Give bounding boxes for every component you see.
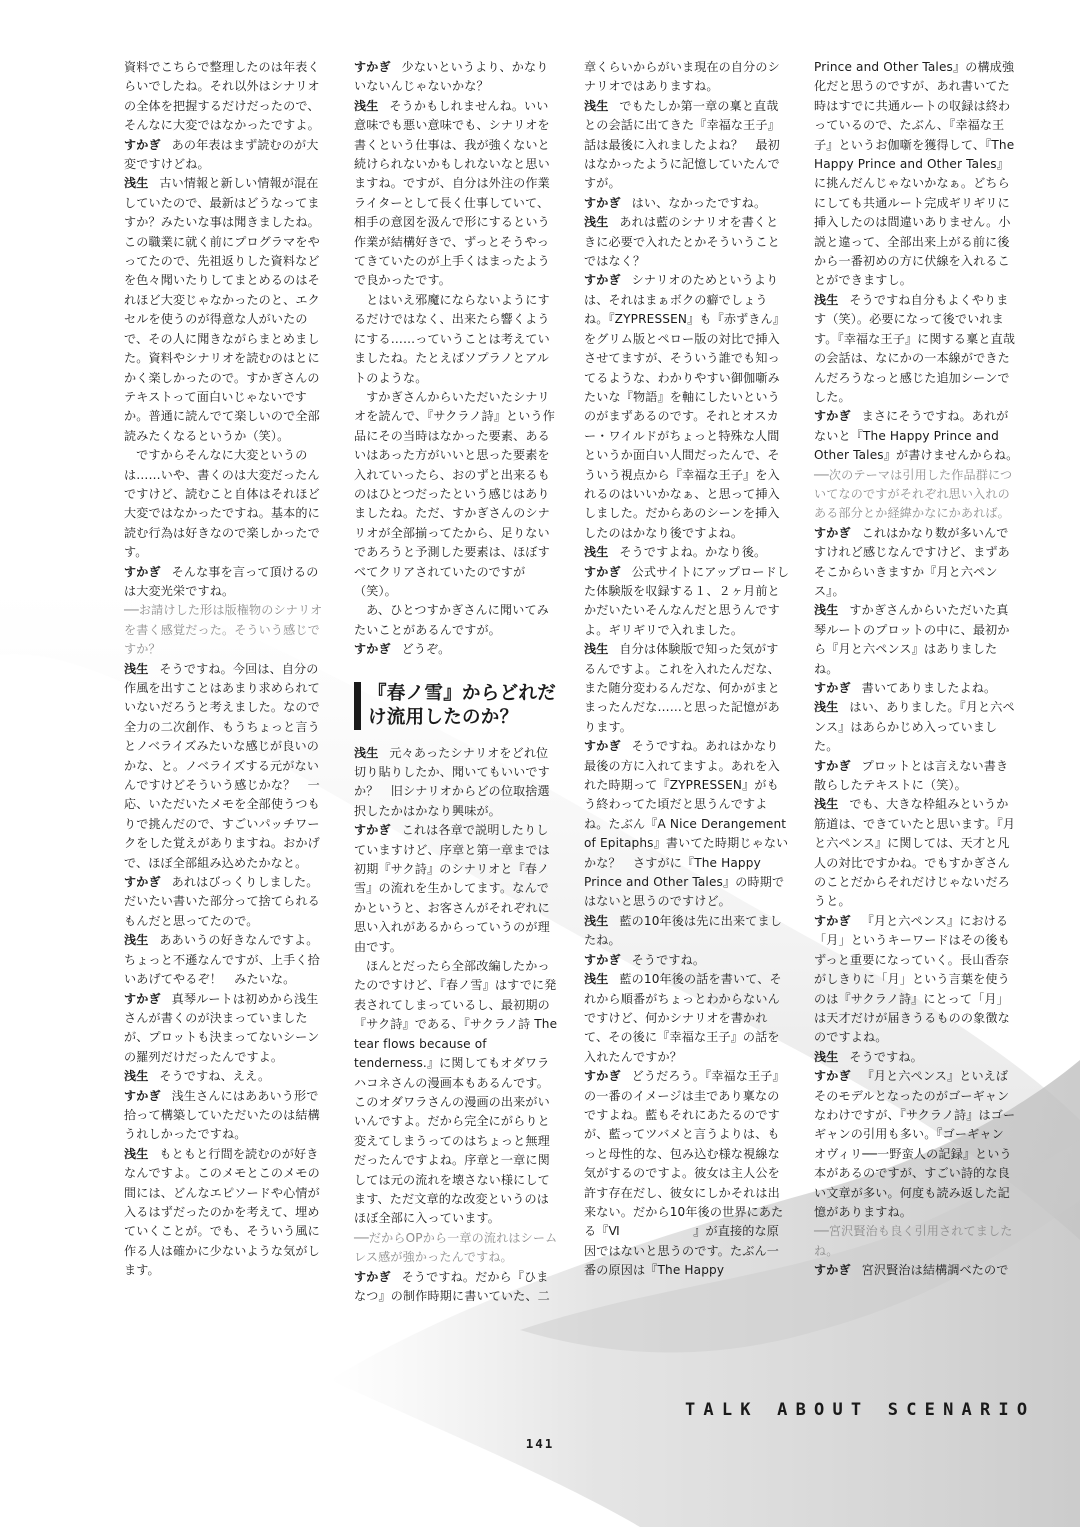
dialogue-line xyxy=(584,543,790,562)
dialogue-line xyxy=(584,97,790,194)
dialogue-text: そうですね。 xyxy=(631,952,706,967)
speaker-name: すかぎ xyxy=(584,273,621,288)
continued-text: 資料でこちらで整理したのは年表くらいでしたね。それ以外はシナリオの全体を把握するだけだったので、そんなに大変ではなかったですよ。 xyxy=(124,60,320,133)
dialogue-text: どうぞ。 xyxy=(401,642,451,657)
continued-text: 章くらいからがいま現在の自分のシナリオではありますね。 xyxy=(584,60,780,94)
dialogue-text: シナリオのためというよりは、それはまぁボクの癖でしょうね。『ZYPRESSEN』も『赤ずきん』をグリム版とペロー版の対比で挿入させてますが、そういう誰でも知ってるような、わかりやすい御伽噺みたいな『物語』を軸にしたいというのがまずあるのです。それとオスカー・ワイルドがちょっと特殊な人間というか面白い人間だったんで、そういう視点から『幸福な王子』を入れるのはいいかなぁ、と思って挿入しました。だからあのシーンを挿入したのはかなり後ですよね。 xyxy=(584,273,786,540)
speaker-name: 浅生 xyxy=(584,215,609,230)
dialogue-text: 公式サイトにアップロードした体験版を収録する１、２ヶ月前とかだいたいそんなんだと思うんですよ。ギリギリで入れました。 xyxy=(584,564,790,637)
dialogue-line xyxy=(584,737,790,912)
dialogue-text: そうですね。今回は、自分の作風を出すことはあまり求められていないだろうと考えました。なので全力の二次創作、もうちょっと言うとノベライズみたいな感じが良いのかな、と。ノベライズする元がないんですけどそういう感じかな？ 一応、いただいたメモを全部使うつもりで挑んだので、すごいパッチワークをした覚えがありますね。おかげで、ほぼ全部組み込めたかなと。 xyxy=(124,661,320,870)
dialogue-line xyxy=(354,58,560,97)
speaker-name: 浅生 xyxy=(814,1049,839,1064)
interviewer-question: ──だからOPから一章の流れはシームレス感が強かったんですね。 xyxy=(354,1230,558,1265)
dialogue-line xyxy=(814,291,1020,407)
dialogue-text: はい、なかったですね。 xyxy=(631,195,767,210)
dialogue-text: どうだろう。『幸福な王子』の一番のイメージは圭であり稟なのですよね。藍もそれにあたるのですが、藍ってツバメと言うよりは、もっと母性的な、包み込む様な視線な気がするのですよ。彼女は主人公を許す存在だし、彼女にしかそれは出来ない。だから10年後の世界にあたる『Ⅵ 』が直接的な原因ではないと思うのです。たぶん一番の原因は『The Happy xyxy=(584,1069,785,1278)
dialogue-line xyxy=(124,931,330,989)
dialogue-line xyxy=(584,970,790,1067)
dialogue-line xyxy=(814,1048,1020,1067)
speaker-name: すかぎ xyxy=(124,564,161,579)
dialogue-text: そうですね自分もよくやります（笑）。必要になって後でいれます。『幸福な王子』に関する稟と直哉の会話は、なにかの一本線ができたんだろうなっと感じた追加シーンでした。 xyxy=(814,292,1016,404)
page-number: 141 xyxy=(525,1436,555,1451)
dialogue-text: プロットとは言えない書き散らしたテキストに（笑）。 xyxy=(814,758,1009,793)
dialogue-text: 古い情報と新しい情報が混在していたので、最新はどうなってますか？みたいな事は聞きましたね。この職業に就く前にプログラマをやってたので、先祖返りした資料などを色々聞いたりしてまとめるのはそれほど大変じゃなかったのと、エクセルを使うのが得意な人がいたので、その人に聞きながらまとめました。資料やシナリオを読むのはとにかく楽しかったので。すかぎさんのテキストって面白いじゃないですか。普通に読んでて楽しいので全部読みたくなるというか（笑）。 xyxy=(124,176,320,443)
speaker-name: 浅生 xyxy=(814,700,839,715)
dialogue-text: そうですね。だから『ひまなつ』の制作時期に書いていた、二 xyxy=(354,1269,550,1303)
speaker-name: 浅生 xyxy=(354,745,379,760)
speaker-name: 浅生 xyxy=(124,176,149,191)
paragraph: あ、ひとつすかぎさんに聞いてみたいことがあるんですが。 xyxy=(354,603,550,637)
dialogue-text: あれは藍のシナリオを書くときに必要で入れたとかそういうことではなく？ xyxy=(584,215,780,269)
dialogue-text: はい、ありました。『月と六ペンス』はあらかじめ入っていました。 xyxy=(814,700,1015,754)
speaker-name: 浅生 xyxy=(124,1146,149,1161)
dialogue-line xyxy=(124,990,330,1068)
dialogue-line xyxy=(814,757,1020,796)
speaker-name: すかぎ xyxy=(584,195,621,210)
paragraph: ほんとだったら全部改編したかったのですけど、『春ノ雪』はすでに発表されてしまっているし、最初期の『サク詩』である、『サクラノ詩 The tear flows because of tenderness.』に関してもオダワラハコネさんの漫画本もあるんです。このオダワラさんの漫画の出来がいいんですよ。だから完全にがらりと変えてしまうってのはちょっと無理だったんですよね。序章と一章に関しては元の流れを壊さない様にしてます、ただ文章的な改変というのはほぼ全部に入っています。 xyxy=(354,959,562,1226)
speaker-name: 浅生 xyxy=(814,603,839,618)
dialogue-line xyxy=(354,1268,560,1307)
dialogue-line xyxy=(354,640,560,659)
speaker-name: すかぎ xyxy=(354,1269,391,1284)
dialogue-text: 『月と六ペンス』における「月」というキーワードはその後もずっと重要になっていく。長山香奈がしきりに「月」という言葉を使うのは『サクラノ詩』にとって「月」は天才だけが届きうるものの象徴なのですよね。 xyxy=(814,913,1010,1045)
dialogue-text: もともと行間を読むのが好きなんですよ。このメモとこのメモの間には、どんなエピソードや心情が入るはずだったのかを考えて、埋めていくことが。でも、そういう風に作る人は確かに少ないような気がします。 xyxy=(124,1146,320,1278)
footer-title: TALK ABOUT SCENARIO xyxy=(685,1400,1036,1420)
interviewer-question: ──宮沢賢治も良く引用されてましたね。 xyxy=(814,1224,1013,1258)
speaker-name: すかぎ xyxy=(814,409,851,424)
dialogue-line xyxy=(814,795,1020,911)
dialogue-text: 自分は体験版で知った気がするんですよ。これを入れたんだな、また随分変わるんだな、何かがまとまったんだな……と思った記憶があります。 xyxy=(584,642,780,734)
dialogue-line xyxy=(124,1087,330,1145)
dialogue-text: そうですね。あれはかなり最後の方に入れてますよ。あれを入れた時期って『ZYPRESSEN』がもう終わってた頃だと思うんですよね。たぶん『A Nice Derangement of Epitaphs』書いてた時期じゃないかな？ さすがに『The Happy Prince and Other Tales』の時期ではないと思うのですけど。 xyxy=(584,739,791,909)
dialogue-text: でも、大きな枠組みというか筋道は、できていたと思います。『月と六ペンス』に関しては、天才と凡人の対比ですかね。でもすかぎさんのことだからそれだけじゃないだろうと。 xyxy=(814,797,1016,909)
speaker-name: すかぎ xyxy=(584,739,621,754)
dialogue-line xyxy=(814,912,1020,1048)
dialogue-text: 書いてありましたよね。 xyxy=(861,681,997,695)
speaker-name: 浅生 xyxy=(124,1069,149,1084)
speaker-name: 浅生 xyxy=(814,292,839,307)
dialogue-line xyxy=(584,271,790,543)
speaker-name: すかぎ xyxy=(584,952,621,967)
speaker-name: すかぎ xyxy=(814,681,851,695)
dialogue-text: 浅生さんにはああいう形で拾って構築していただいたのは結構うれしかったですね。 xyxy=(124,1088,320,1142)
speaker-name: 浅生 xyxy=(584,98,609,113)
paragraph: とはいえ邪魔にならないようにするだけではなく、出来たら響くようにする……っていうことは考えていましたね。たとえばソプラノとアルトのような。 xyxy=(354,292,550,385)
dialogue-text: 藍の10年後の話を書いて、それから順番がちょっとわからないんですけど、何かシナリオを書かれて、その後に『幸福な王子』の話を入れたんですか？ xyxy=(584,972,782,1064)
dialogue-line xyxy=(584,951,790,970)
dialogue-line xyxy=(354,744,560,822)
dialogue-text: ああいうの好きなんですよ。ちょっと不遜なんですが、上手く拾いあげてやるぞ！ みたいな。 xyxy=(124,933,320,987)
dialogue-text: そうかもしれませんね。いい意味でも悪い意味でも、シナリオを書くという仕事は、我が強くないと続けられないかもしれないなと思いますね。ですが、自分は外注の作業ライターとして長く仕事していて、相手の意図を汲んで形にするという作業が結構好きで、ずっとそうやってきていたのが上手くはまったようで良かったです。 xyxy=(354,98,550,288)
speaker-name: すかぎ xyxy=(354,642,391,657)
interviewer-question: ──次のテーマは引用した作品群についてなのですがそれぞれ思い入れのある部分とか経緯かなにかあれば。 xyxy=(814,467,1013,521)
section-heading: 『春ノ雪』からどれだけ流用したのか？ xyxy=(354,682,560,730)
dialogue-line xyxy=(814,698,1020,756)
dialogue-line xyxy=(354,821,560,957)
speaker-name: 浅生 xyxy=(814,797,839,812)
dialogue-line xyxy=(584,1067,790,1280)
dialogue-text: 藍の10年後は先に出来てましたね。 xyxy=(584,913,782,948)
speaker-name: すかぎ xyxy=(814,913,851,928)
dialogue-line xyxy=(584,640,790,737)
dialogue-line xyxy=(124,1067,330,1086)
speaker-name: 浅生 xyxy=(124,661,149,676)
text-column-2 xyxy=(354,58,560,1306)
dialogue-line xyxy=(814,679,1020,698)
speaker-name: 浅生 xyxy=(584,913,609,928)
speaker-name: すかぎ xyxy=(354,60,391,74)
dialogue-text: 宮沢賢治は結構調べたので xyxy=(861,1263,1009,1278)
dialogue-line xyxy=(814,1067,1020,1222)
speaker-name: 浅生 xyxy=(584,545,609,560)
paragraph: すかぎさんからいただいたシナリオを読んで、『サクラノ詩』という作品にその当時はなかった要素、あるいはあった方がいいと思った要素を入れていったら、おのずと出来るものはひとつだったという感じはありましたね。ただ、すかぎさんのシナリオが全部揃ってたから、足りないであろうと予測した要素は、ほぼすべてクリアされていたのですが（笑）。 xyxy=(354,389,556,598)
dialogue-line xyxy=(124,174,330,446)
speaker-name: 浅生 xyxy=(584,642,609,657)
dialogue-line xyxy=(124,873,330,931)
speaker-name: 浅生 xyxy=(354,98,379,113)
dialogue-line xyxy=(814,524,1020,602)
interviewer-question: ──お請けした形は版権物のシナリオを書く感覚だった。そういう感じですか？ xyxy=(124,603,323,657)
dialogue-line xyxy=(584,563,790,641)
dialogue-text: そうですよね。かなり後。 xyxy=(619,545,767,560)
dialogue-text: そんな事を言って頂けるのは大変光栄ですね。 xyxy=(124,564,319,598)
dialogue-line xyxy=(584,912,790,951)
dialogue-line xyxy=(584,194,790,213)
dialogue-text: 『月と六ペンス』といえばそのモデルとなったのがゴーギャンなわけですが、『サクラノ詩』はゴーギャンの引用も多い。『ゴーギャン オヴィリ──一野蛮人の記録』という本があるのですが、すごい詩的な良い文章が多い。何度も読み返した記憶がありますね。 xyxy=(814,1069,1016,1219)
dialogue-text: そうですね。 xyxy=(849,1049,923,1064)
speaker-name: すかぎ xyxy=(584,1069,621,1084)
speaker-name: すかぎ xyxy=(814,758,851,773)
dialogue-text: そうですね、ええ。 xyxy=(159,1069,271,1084)
speaker-name: すかぎ xyxy=(124,991,161,1006)
text-column-1 xyxy=(124,58,330,1281)
speaker-name: すかぎ xyxy=(124,1088,161,1103)
speaker-name: すかぎ xyxy=(814,1069,851,1084)
text-column-4 xyxy=(814,58,1020,1281)
dialogue-text: 元々あったシナリオをどれ位切り貼りしたか、聞いてもいいですか？ 旧シナリオからどの位取捨選択したかはかなり興味が。 xyxy=(354,745,550,818)
dialogue-line xyxy=(814,407,1020,465)
dialogue-line xyxy=(814,601,1020,679)
dialogue-text: あの年表はまず読むのが大変ですけどね。 xyxy=(124,137,319,172)
dialogue-line xyxy=(584,213,790,271)
speaker-name: すかぎ xyxy=(124,137,161,152)
dialogue-text: 少ないというより、かなりいないんじゃないかな？ xyxy=(354,60,549,94)
dialogue-text: すかぎさんからいただいた真琴ルートのプロットの中に、最初から『月と六ペンス』はありましたね。 xyxy=(814,603,1010,676)
speaker-name: すかぎ xyxy=(814,1263,851,1278)
speaker-name: すかぎ xyxy=(814,525,851,540)
speaker-name: すかぎ xyxy=(354,823,391,838)
speaker-name: すかぎ xyxy=(124,875,161,890)
dialogue-text: これはかなり数が多いんですけれど感じなんですけど、まずあそこからいきますか『月と六ペンス』。 xyxy=(814,525,1010,598)
dialogue-line xyxy=(124,136,330,175)
dialogue-line xyxy=(814,1261,1020,1280)
dialogue-text: あれはびっくりしました。だいたい書いた部分って捨てられるもんだと思ってたので。 xyxy=(124,875,320,928)
speaker-name: すかぎ xyxy=(584,564,621,579)
dialogue-line xyxy=(124,1145,330,1281)
dialogue-line xyxy=(124,563,330,602)
paragraph: ですからそんなに大変というのは……いや、書くのは大変だったんですけど、読むこと自体はそれほど大変ではなかったですね。基本的に読む行為は好きなので楽しかったです。 xyxy=(124,448,320,560)
dialogue-text: でもたしか第一章の稟と直哉との会話に出てきた『幸福な王子』話は最後に入れましたよね？ 最初はなかったように記憶していたんですが。 xyxy=(584,98,780,191)
dialogue-text: これは各章で説明したりしていますけど、序章と第一章までは初期『サク詩』のシナリオと『春ノ雪』の流れを生かしてます。なんでかというと、お客さんがそれぞれに思い入れがあるからっていうのが理由です。 xyxy=(354,823,550,954)
text-column-3 xyxy=(584,58,790,1281)
speaker-name: 浅生 xyxy=(124,933,149,948)
speaker-name: 浅生 xyxy=(584,972,609,987)
dialogue-line xyxy=(124,660,330,873)
dialogue-text: 真琴ルートは初めから浅生さんが書くのが決まっていましたが、プロットも決まってないシーンの羅列だけだったんですよ。 xyxy=(124,991,320,1064)
dialogue-text: まさにそうですね。あれがないと『The Happy Prince and Other Tales』が書けませんからね。 xyxy=(814,409,1019,463)
dialogue-line xyxy=(354,97,560,291)
continued-text: Prince and Other Tales』の構成強化だと思うのですが、あれ書いてた時はすでに共通ルートの収録は終わっているので、たぶん、『幸福な王子』というお伽噺を獲得して、『The Happy Prince and Other Tales』に挑んだんじゃないかなぁ。どちらにしても共通ルート完成ギリギリに挿入したのは間違いありません。小説と違って、全部出来上がる前に後から一番初めの方に伏線を入れることができますし。 xyxy=(814,60,1019,288)
